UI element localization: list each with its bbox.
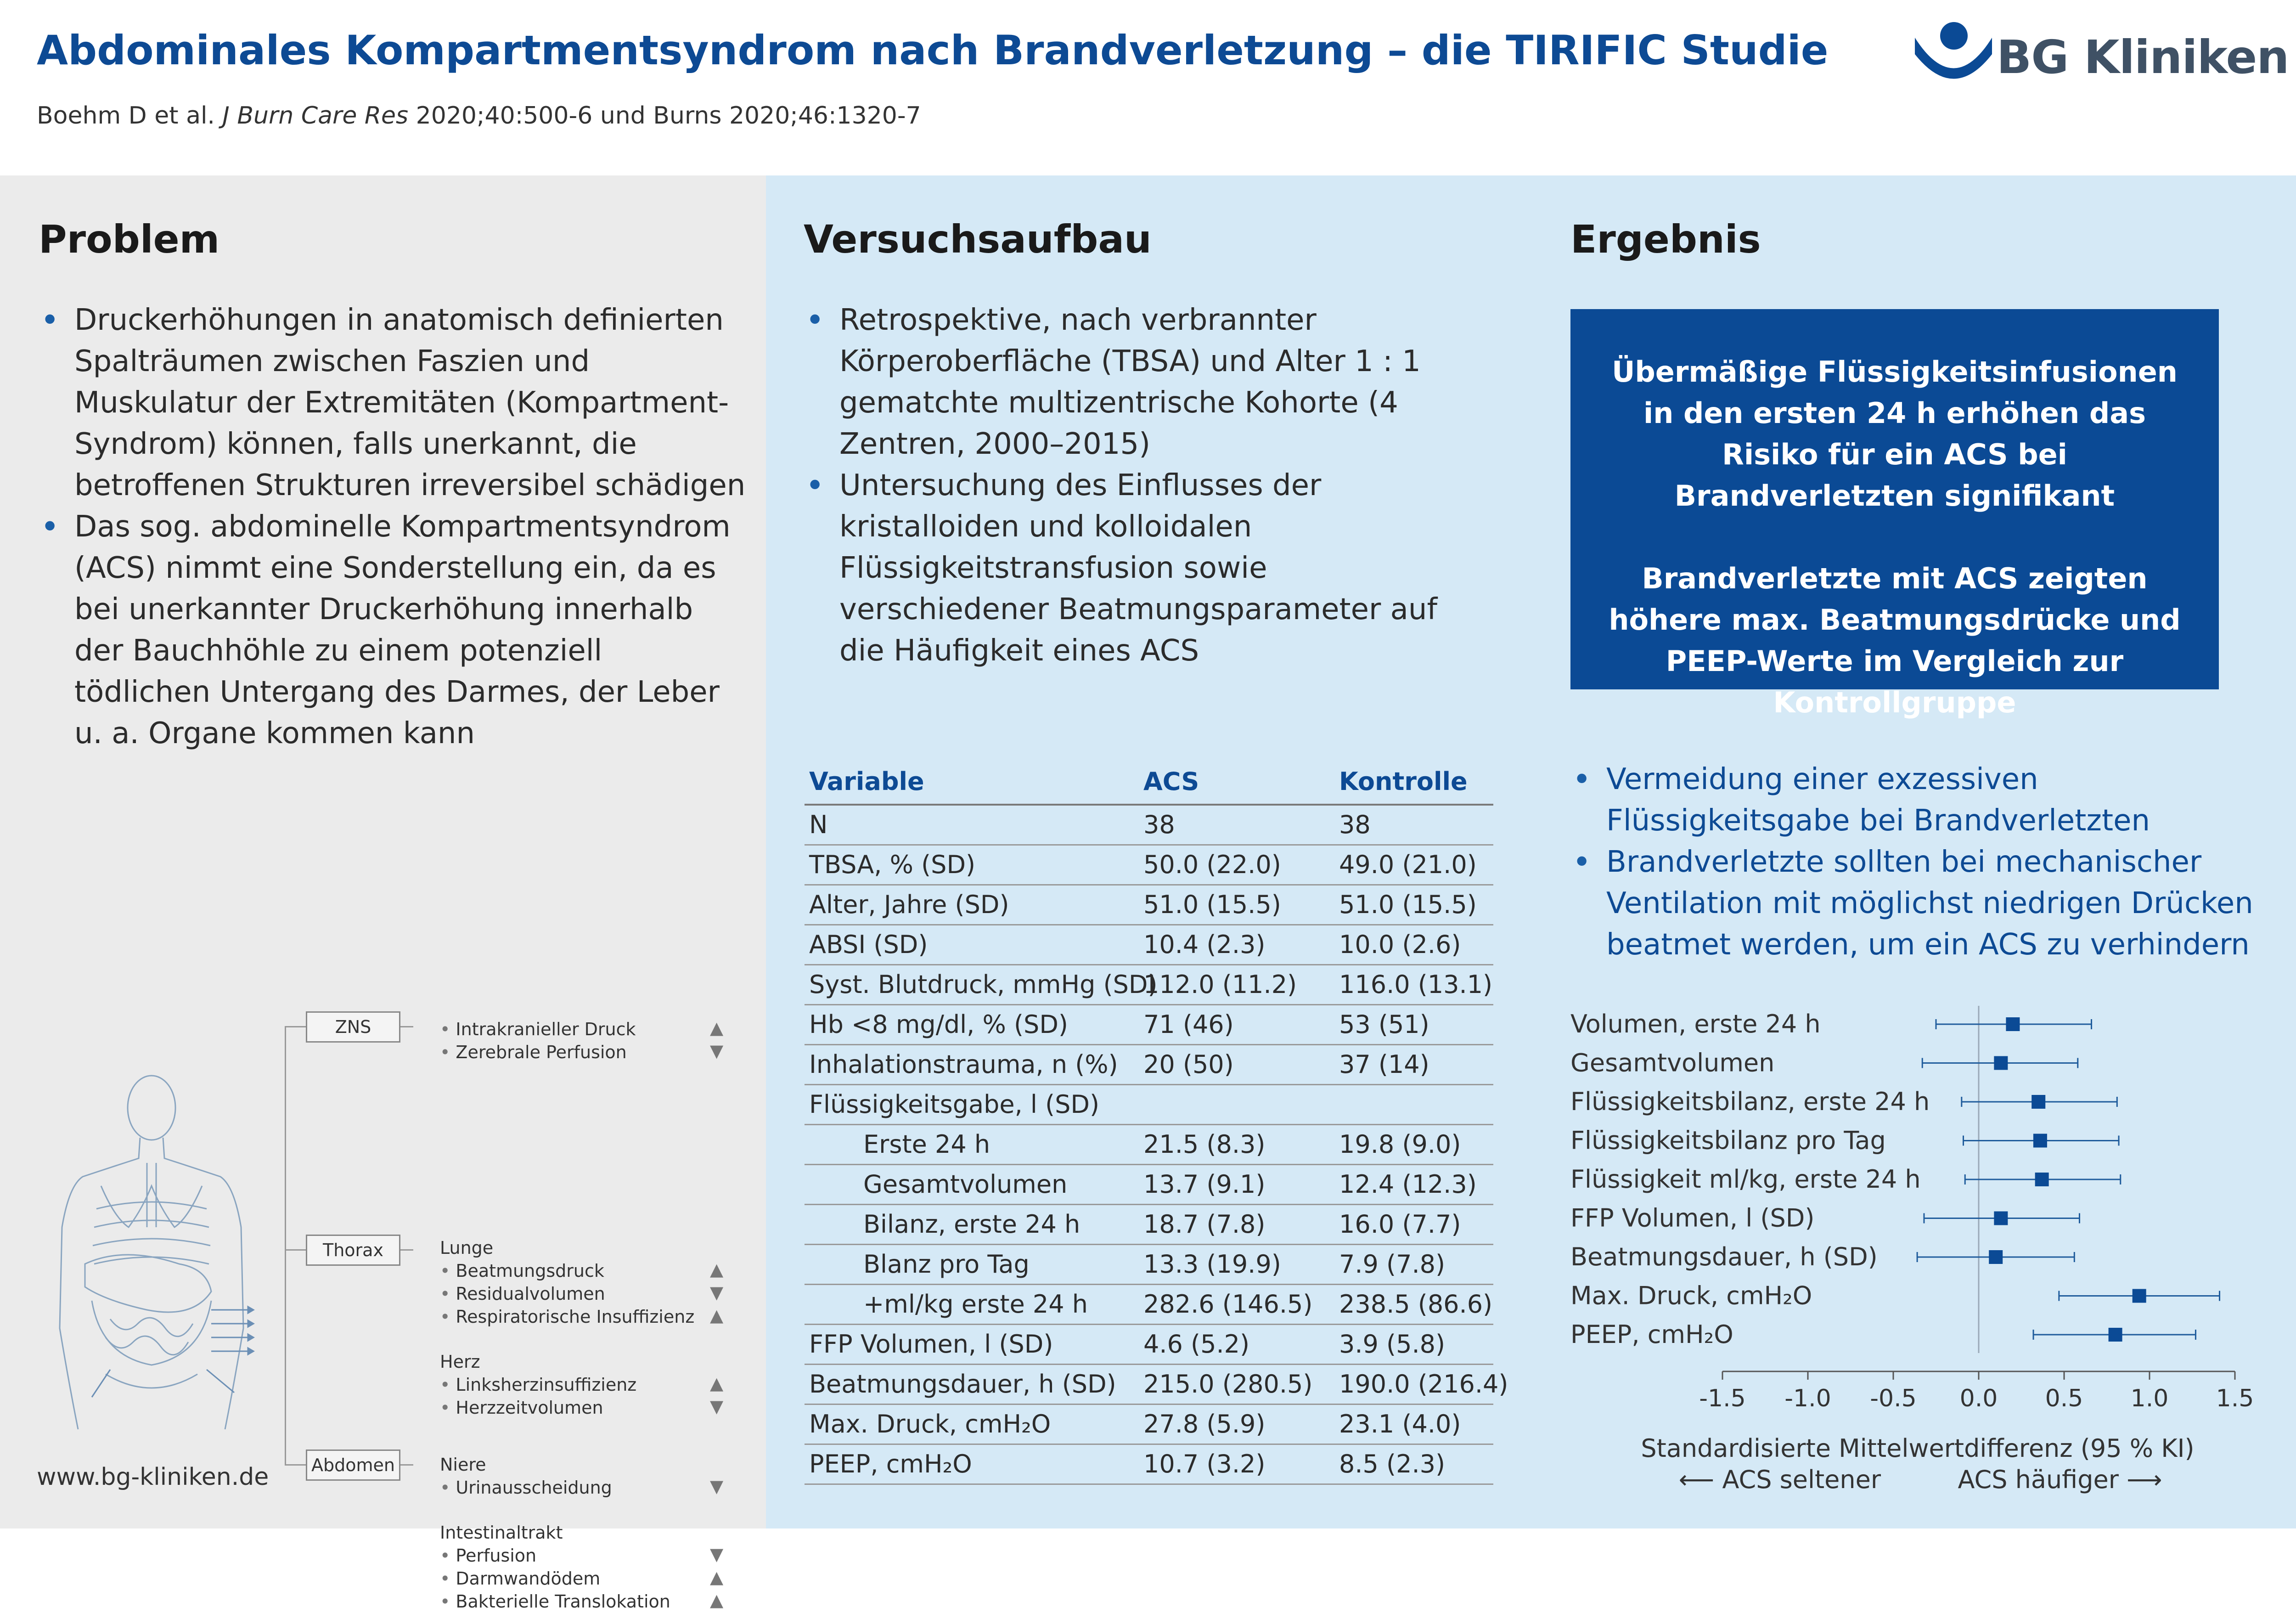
effect-item: • Darmwandödem (440, 1568, 601, 1589)
control-cell: 10.0 (2.6) (1339, 930, 1461, 959)
acs-cell: 20 (50) (1143, 1050, 1234, 1079)
control-cell: 23.1 (4.0) (1339, 1410, 1461, 1438)
table-row (805, 1325, 1493, 1365)
category-label: Flüssigkeitsbilanz pro Tag (1570, 1126, 1886, 1155)
left-arrow-icon: ⟵ (1678, 1465, 1722, 1494)
effect-marker (2133, 1289, 2146, 1303)
problem-bullets (39, 299, 746, 754)
category-label: Flüssigkeitsbilanz, erste 24 h (1570, 1087, 1930, 1116)
torso-illustration (41, 970, 298, 1466)
category-label: Volumen, erste 24 h (1570, 1010, 1821, 1038)
citation-rest: 2020;40:500-6 und Burns 2020;46:1320-7 (416, 102, 921, 130)
tree-branch-line (400, 1249, 413, 1251)
problem-heading: Problem (39, 217, 220, 262)
acs-cell: 51.0 (15.5) (1143, 890, 1281, 919)
setup-bullet: • Retrospektive, nach verbrannter Körperoberfläche (TBSA) und Alter 1 : 1 gematchte multizentrische Kohorte (4 Zentren, 2000–2015) (804, 299, 1483, 465)
increase-arrow-icon: ▲ (710, 1373, 724, 1393)
control-cell: 16.0 (7.7) (1339, 1210, 1461, 1239)
variable-cell: Inhalationstrauma, n (%) (809, 1050, 1118, 1079)
variable-cell: FFP Volumen, l (SD) (809, 1330, 1053, 1359)
control-cell: 238.5 (86.6) (1339, 1290, 1493, 1319)
effect-text: Linksherzinsuffizienz (456, 1375, 637, 1395)
variable-cell: Hb <8 mg/dl, % (SD) (809, 1010, 1068, 1039)
table-row (805, 1205, 1493, 1245)
bg-kliniken-logo (1910, 18, 2289, 87)
effect-item: • Urinausscheidung (440, 1478, 612, 1498)
increase-arrow-icon: ▲ (710, 1018, 724, 1038)
effect-text: Residualvolumen (456, 1284, 605, 1304)
effect-text: Bakterielle Translokation (456, 1591, 670, 1612)
problem-bullet: • Das sog. abdominelle Kompartmentsyndrom (ACS) nimmt eine Sonderstellung ein, da es bei unerkannter Druckerhöhung innerhalb der Bauchhöhle zu einem potenziell tödlichen Untergang des Darmes, der Leber u. a. Organe kommen kann (39, 506, 746, 754)
variable-cell: +ml/kg erste 24 h (863, 1290, 1088, 1319)
effect-group-title: Intestinaltrakt (440, 1523, 563, 1543)
effect-marker (2006, 1017, 2020, 1031)
effect-marker (1989, 1250, 2003, 1264)
direction-hint-right (1958, 1465, 2162, 1494)
control-cell: 3.9 (5.8) (1339, 1330, 1446, 1359)
effect-marker (2109, 1328, 2122, 1342)
effect-item: • Herzzeitvolumen (440, 1398, 603, 1418)
left-hint-text: ACS seltener (1722, 1465, 1881, 1494)
category-label: PEEP, cmH₂O (1570, 1320, 1733, 1349)
decrease-arrow-icon: ▼ (710, 1544, 724, 1564)
key-finding-2: Brandverletzte mit ACS zeigten höhere max. Beatmungsdrücke und PEEP-Werte im Vergleich zur Kontrollgruppe (1609, 562, 2181, 719)
decrease-arrow-icon: ▼ (710, 1476, 724, 1496)
decrease-arrow-icon: ▼ (710, 1041, 724, 1061)
variable-cell: PEEP, cmH₂O (809, 1449, 972, 1478)
header-cell: ACS (1143, 767, 1199, 796)
logo-mark-icon (1910, 18, 1993, 87)
increase-arrow-icon: ▲ (710, 1259, 724, 1280)
category-label: Gesamtvolumen (1570, 1048, 1775, 1077)
organ-box-thorax: Thorax (306, 1235, 400, 1266)
table (805, 762, 1508, 1485)
effect-marker (2033, 1134, 2047, 1148)
table-row (805, 1085, 1493, 1125)
category-label: Max. Druck, cmH₂O (1570, 1281, 1812, 1310)
variable-cell: Syst. Blutdruck, mmHg (SD) (809, 970, 1158, 999)
table-row (805, 806, 1493, 846)
control-cell: 116.0 (13.1) (1339, 970, 1493, 999)
forest-plot (1532, 987, 2296, 1516)
table-row (805, 885, 1493, 925)
effect-text: Urinausscheidung (456, 1478, 612, 1498)
effect-item: • Perfusion (440, 1545, 537, 1566)
acs-cell: 4.6 (5.2) (1143, 1330, 1250, 1359)
control-cell: 8.5 (2.3) (1339, 1449, 1446, 1478)
table-row (805, 1045, 1493, 1085)
category-label: Flüssigkeit ml/kg, erste 24 h (1570, 1165, 1921, 1194)
acs-cell: 215.0 (280.5) (1143, 1370, 1313, 1399)
problem-bullet: • Druckerhöhungen in anatomisch definierten Spalträumen zwischen Faszien und Muskulatur der Extremitäten (Kompartment-Syndrom) können, falls unerkannt, die betroffenen Strukturen irreversibel schädigen (39, 299, 746, 506)
acs-cell: 10.7 (3.2) (1143, 1449, 1266, 1478)
effect-text: Perfusion (456, 1545, 537, 1566)
tree-branch-line (285, 1026, 307, 1027)
increase-arrow-icon: ▲ (710, 1305, 724, 1325)
result-bullet: • Vermeidung einer exzessiven Flüssigkeitsgabe bei Brandverletzten (1570, 759, 2273, 841)
variable-cell: Max. Druck, cmH₂O (809, 1410, 1051, 1438)
variable-cell: Erste 24 h (863, 1130, 990, 1159)
acs-cell: 50.0 (22.0) (1143, 850, 1281, 879)
key-finding-box (1570, 309, 2219, 719)
effect-text: Herzzeitvolumen (456, 1398, 603, 1418)
direction-hint-left (1679, 1465, 1881, 1494)
acs-cell: 13.3 (19.9) (1143, 1250, 1281, 1279)
table-row (805, 1165, 1493, 1205)
result-bullets (1570, 759, 2273, 965)
variable-cell: Alter, Jahre (SD) (809, 890, 1009, 919)
effect-text: Respiratorische Insuffizienz (456, 1307, 695, 1327)
x-tick-label: 0.5 (2045, 1385, 2083, 1412)
table-row (805, 1125, 1493, 1165)
setup-bullet: • Untersuchung des Einflusses der kristalloiden und kolloidalen Flüssigkeitstransfusion sowie verschiedener Beatmungsparameter auf die Häufigkeit eines ACS (804, 465, 1483, 671)
effect-marker (2032, 1095, 2045, 1109)
variable-cell: Flüssigkeitsgabe, l (SD) (809, 1090, 1100, 1119)
result-heading: Ergebnis (1570, 217, 1761, 262)
table-row (805, 1405, 1493, 1445)
effect-item: • Zerebrale Perfusion (440, 1042, 627, 1062)
acs-cell: 112.0 (11.2) (1143, 970, 1297, 999)
tree-trunk-line (285, 1026, 286, 1465)
effect-item: • Respiratorische Insuffizienz (440, 1307, 695, 1327)
table-body (805, 806, 1508, 1485)
acs-cell: 71 (46) (1143, 1010, 1234, 1039)
acs-cell: 38 (1143, 810, 1175, 839)
tree-branch-line (400, 1464, 413, 1466)
effect-text: Zerebrale Perfusion (456, 1042, 627, 1062)
acs-cell: 27.8 (5.9) (1143, 1410, 1266, 1438)
variable-cell: Gesamtvolumen (863, 1170, 1068, 1199)
citation-journal: J Burn Care Res (222, 102, 409, 130)
tree-branch-line (285, 1249, 307, 1251)
effect-group-title: Lunge (440, 1238, 494, 1258)
page-title: Abdominales Kompartmentsyndrom nach Brandverletzung – die TIRIFIC Studie (37, 27, 1829, 74)
problem-column (0, 175, 766, 1612)
variable-cell: ABSI (SD) (809, 930, 928, 959)
control-cell: 12.4 (12.3) (1339, 1170, 1477, 1199)
control-cell: 51.0 (15.5) (1339, 890, 1477, 919)
control-cell: 38 (1339, 810, 1371, 839)
table-row (805, 1005, 1493, 1045)
table-header (805, 762, 1493, 806)
decrease-arrow-icon: ▼ (710, 1396, 724, 1416)
x-tick-label: -1.5 (1699, 1385, 1746, 1412)
organ-box-zns: ZNS (306, 1011, 400, 1043)
logo-text: BG Kliniken (1997, 30, 2289, 84)
effect-item: • Linksherzinsuffizienz (440, 1375, 637, 1395)
variable-cell: Beatmungsdauer, h (SD) (809, 1370, 1116, 1399)
category-label: Beatmungsdauer, h (SD) (1570, 1242, 1878, 1271)
tree-branch-line (400, 1026, 413, 1027)
effect-text: Beatmungsdruck (456, 1261, 604, 1281)
variable-cell: Blanz pro Tag (863, 1250, 1030, 1279)
acs-cell: 13.7 (9.1) (1143, 1170, 1266, 1199)
result-bullet: • Brandverletzte sollten bei mechanischer Ventilation mit möglichst niedrigen Drücken beatmet werden, um ein ACS zu verhindern (1570, 841, 2273, 965)
decrease-arrow-icon: ▼ (710, 1282, 724, 1303)
table-row (805, 1445, 1493, 1485)
effect-item: • Intrakranieller Druck (440, 1019, 636, 1039)
effect-item: • Bakterielle Translokation (440, 1591, 670, 1612)
acs-cell: 18.7 (7.8) (1143, 1210, 1266, 1239)
effect-group-title: Niere (440, 1455, 486, 1475)
x-tick-label: 1.5 (2216, 1385, 2254, 1412)
table-row (805, 1365, 1508, 1405)
variable-cell: TBSA, % (SD) (809, 850, 976, 879)
effect-marker (1994, 1212, 2008, 1225)
citation-authors: Boehm D et al. (37, 102, 215, 130)
x-tick-label: 1.0 (2130, 1385, 2169, 1412)
control-cell: 53 (51) (1339, 1010, 1429, 1039)
effect-text: Intrakranieller Druck (456, 1019, 636, 1039)
increase-arrow-icon: ▲ (710, 1590, 724, 1610)
header-cell: Kontrolle (1339, 767, 1468, 796)
table-row (805, 965, 1493, 1005)
website-link[interactable]: www.bg-kliniken.de (37, 1463, 269, 1491)
acs-cell: 282.6 (146.5) (1143, 1290, 1313, 1319)
table-row (805, 1245, 1493, 1285)
right-hint-text: ACS häufiger (1958, 1465, 2119, 1494)
control-cell: 37 (14) (1339, 1050, 1429, 1079)
x-tick-label: -0.5 (1870, 1385, 1917, 1412)
x-axis-label: Standardisierte Mittelwertdifferenz (95 % KI) (1641, 1434, 2195, 1463)
effect-marker (1994, 1056, 2008, 1070)
control-cell: 7.9 (7.8) (1339, 1250, 1446, 1279)
acs-cell: 21.5 (8.3) (1143, 1130, 1266, 1159)
variable-cell: N (809, 810, 828, 839)
control-cell: 49.0 (21.0) (1339, 850, 1477, 879)
study-table (766, 0, 1532, 1528)
setup-heading: Versuchsaufbau (804, 217, 1152, 262)
effect-text: Darmwandödem (456, 1568, 601, 1589)
category-label: FFP Volumen, l (SD) (1570, 1203, 1815, 1233)
control-cell: 19.8 (9.0) (1339, 1130, 1461, 1159)
acs-cell: 10.4 (2.3) (1143, 930, 1266, 959)
table-row (805, 925, 1493, 965)
organ-box-abdomen: Abdomen (306, 1449, 400, 1481)
table-row (805, 1285, 1493, 1325)
x-tick-label: 0.0 (1959, 1385, 1998, 1412)
table-row (805, 846, 1493, 885)
control-cell: 190.0 (216.4) (1339, 1370, 1508, 1399)
effect-item: • Residualvolumen (440, 1284, 605, 1304)
variable-cell: Bilanz, erste 24 h (863, 1210, 1080, 1239)
effect-item: • Beatmungsdruck (440, 1261, 604, 1281)
effect-marker (2035, 1173, 2049, 1186)
header-cell: Variable (809, 767, 924, 796)
key-finding-1: Übermäßige Flüssigkeitsinfusionen in den ersten 24 h erhöhen das Risiko für ein ACS bei Brandverletzten signifikant (1612, 355, 2178, 513)
effect-group-title: Herz (440, 1352, 480, 1372)
tree-branch-line (285, 1464, 307, 1466)
right-arrow-icon: ⟶ (2118, 1465, 2162, 1494)
x-tick-label: -1.0 (1784, 1385, 1831, 1412)
increase-arrow-icon: ▲ (710, 1567, 724, 1587)
